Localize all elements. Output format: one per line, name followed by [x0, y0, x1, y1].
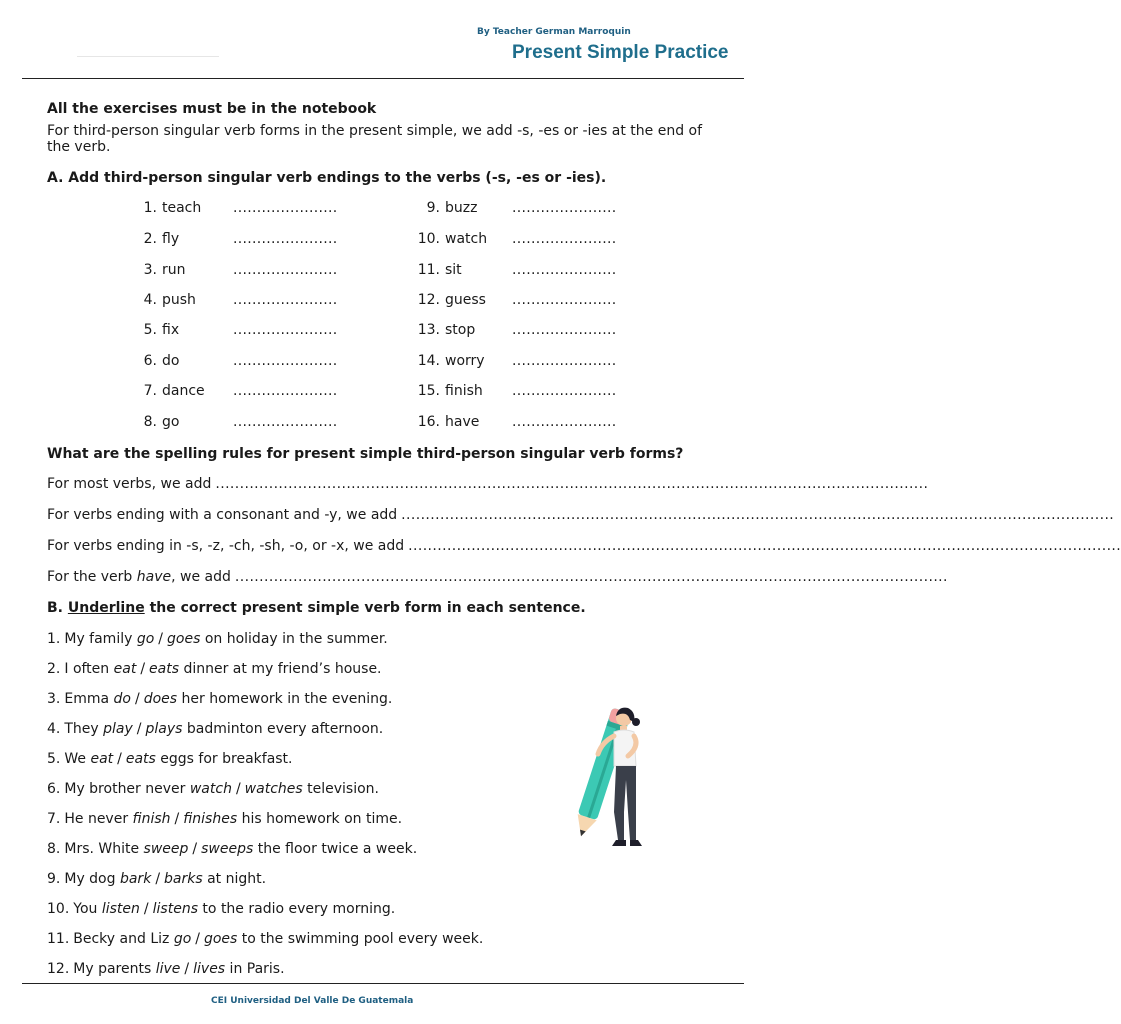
sentence-item [47, 721, 383, 737]
answer-blank[interactable]: ...................... [233, 322, 338, 338]
verb-option-a[interactable]: go [136, 631, 155, 647]
spelling-rule-line [47, 476, 929, 492]
verb-option-a[interactable]: live [155, 961, 181, 977]
sentence-end: on holiday in the summer. [200, 631, 388, 647]
sentence-start: They [64, 721, 104, 737]
verb-number: 16. [417, 414, 440, 430]
sentence-item [47, 811, 402, 827]
sentence-start: My parents [73, 961, 156, 977]
sentence-end: television. [302, 781, 379, 797]
option-separator: / [184, 961, 190, 977]
prompt-end: , we add [171, 569, 231, 585]
intro-explanation: For third-person singular verb forms in the present simple, we add -s, -es or -ies at the end of the verb. [47, 123, 703, 155]
verb-option-b[interactable]: barks [164, 871, 203, 887]
verb-item [131, 200, 201, 216]
sentence-start: My family [64, 631, 137, 647]
verb-option-a[interactable]: eat [113, 661, 137, 677]
verb-word: guess [445, 292, 486, 308]
verb-word: run [162, 262, 186, 278]
sentence-number: 9. [47, 871, 61, 887]
option-separator: / [155, 871, 161, 887]
section-b-heading [47, 600, 586, 617]
option-separator: / [143, 901, 149, 917]
sentence-end: her homework in the evening. [177, 691, 393, 707]
sentence-item [47, 781, 379, 797]
answer-blank[interactable]: ...................... [512, 383, 617, 399]
verb-word: stop [445, 322, 476, 338]
verb-option-a[interactable]: play [103, 721, 133, 737]
verb-option-b[interactable]: eats [149, 661, 180, 677]
answer-blank[interactable]: ...................... [512, 200, 617, 216]
verb-word: fly [162, 231, 180, 247]
verb-option-a[interactable]: go [173, 931, 192, 947]
spelling-rule-line [47, 538, 1121, 554]
verb-word: fix [162, 322, 180, 338]
answer-blank[interactable]: ................................................................................................................................................... [215, 476, 929, 492]
sentence-number: 3. [47, 691, 61, 707]
verb-item [414, 292, 486, 308]
option-separator: / [117, 751, 122, 767]
sentence-item [47, 631, 388, 647]
section-b-heading-rest: the correct present simple verb form in each sentence. [144, 600, 586, 616]
answer-blank[interactable]: ...................... [233, 231, 338, 247]
verb-number: 7. [143, 383, 157, 399]
sentence-item [47, 961, 285, 977]
verb-word: go [162, 414, 180, 430]
verb-word: sit [445, 262, 462, 278]
verb-word: teach [162, 200, 202, 216]
verb-option-b[interactable]: does [143, 691, 178, 707]
verb-item [414, 353, 485, 369]
sentence-number: 4. [47, 721, 61, 737]
verb-option-b[interactable]: goes [203, 931, 238, 947]
verb-option-a[interactable]: watch [189, 781, 232, 797]
verb-option-a[interactable]: eat [90, 751, 114, 767]
verb-item [131, 322, 179, 338]
verb-item [131, 353, 179, 369]
answer-blank[interactable]: ...................... [512, 322, 617, 338]
verb-number: 13. [417, 322, 440, 338]
section-b-prefix: B. [47, 600, 68, 616]
verb-item [414, 322, 475, 338]
header-rule [22, 78, 744, 79]
verb-option-b[interactable]: finishes [183, 811, 238, 827]
sentence-item [47, 661, 382, 677]
verb-number: 3. [143, 262, 157, 278]
verb-word: have [445, 414, 480, 430]
spelling-rule-prompt: For verbs ending with a consonant and -y, we add [47, 507, 398, 523]
sentence-start: We [64, 751, 91, 767]
verb-item [131, 262, 186, 278]
answer-blank[interactable]: ...................... [233, 262, 338, 278]
verb-item [131, 231, 179, 247]
verb-number: 6. [143, 353, 157, 369]
answer-blank[interactable]: ...................... [512, 353, 617, 369]
verb-option-b[interactable]: listens [152, 901, 198, 917]
sentence-item [47, 931, 483, 947]
sentence-end: in Paris. [225, 961, 285, 977]
option-separator: / [235, 781, 241, 797]
girl-holding-pencil-illustration [558, 700, 648, 855]
verb-item [131, 292, 196, 308]
sentence-end: eggs for breakfast. [155, 751, 293, 767]
answer-blank[interactable]: ................................................................................................................................................... [408, 538, 1121, 554]
answer-blank[interactable]: ...................... [512, 231, 617, 247]
verb-option-b[interactable]: lives [193, 961, 226, 977]
verb-option-a[interactable]: finish [132, 811, 171, 827]
verb-number: 11. [417, 262, 440, 278]
verb-number: 15. [417, 383, 440, 399]
option-separator: / [192, 841, 198, 857]
verb-option-a[interactable]: listen [101, 901, 140, 917]
answer-blank[interactable]: ...................... [512, 262, 617, 278]
notebook-instruction: All the exercises must be in the notebook [47, 101, 377, 117]
verb-word: dance [162, 383, 205, 399]
sentence-number: 12. [47, 961, 70, 977]
sentence-item [47, 841, 417, 857]
verb-item [414, 231, 487, 247]
sentence-start: Becky and Liz [73, 931, 174, 947]
sentence-end: at night. [202, 871, 267, 887]
sentence-number: 7. [47, 811, 61, 827]
verb-option-b[interactable]: goes [167, 631, 201, 647]
sentence-start: He never [64, 811, 133, 827]
option-separator: / [158, 631, 164, 647]
verb-item [414, 383, 483, 399]
verb-option-a[interactable]: do [113, 691, 131, 707]
answer-blank[interactable]: ...................... [512, 414, 617, 430]
verb-word: worry [445, 353, 485, 369]
page-title: Present Simple Practice [512, 42, 729, 63]
section-a-heading: A. Add third-person singular verb endings to the verbs (-s, -es or -ies). [47, 170, 607, 186]
answer-blank[interactable]: ...................... [233, 200, 338, 216]
verb-item [414, 200, 477, 216]
verb-word: watch [445, 231, 488, 247]
sentence-start: My brother never [64, 781, 190, 797]
spelling-rule-prompt [47, 569, 231, 585]
verb-option-b[interactable]: eats [125, 751, 156, 767]
prompt-start: For the verb [47, 569, 137, 585]
spelling-rule-prompt: For verbs ending in -s, -z, -ch, -sh, -o, or -x, we add [47, 538, 405, 554]
prompt-italic-verb: have [136, 569, 172, 585]
verb-number: 12. [417, 292, 440, 308]
spelling-rule-line [47, 507, 1115, 523]
sentence-end: dinner at my friend’s house. [179, 661, 382, 677]
verb-item [414, 262, 462, 278]
option-separator: / [140, 661, 146, 677]
answer-blank[interactable]: ...................... [512, 292, 617, 308]
answer-blank[interactable]: ...................... [233, 353, 338, 369]
sentence-number: 8. [47, 841, 61, 857]
verb-option-b[interactable]: plays [145, 721, 183, 737]
verb-item [131, 414, 179, 430]
spelling-rule-line [47, 569, 948, 585]
verb-option-b[interactable]: sweeps [201, 841, 254, 857]
option-separator: / [174, 811, 180, 827]
verb-word: do [162, 353, 180, 369]
verb-option-a[interactable]: bark [119, 871, 152, 887]
sentence-end: badminton every afternoon. [182, 721, 384, 737]
verb-number: 14. [417, 353, 440, 369]
verb-word: buzz [445, 200, 478, 216]
faint-divider [77, 56, 219, 57]
sentence-start: I often [64, 661, 114, 677]
sentence-end: the floor twice a week. [253, 841, 418, 857]
sentence-number: 6. [47, 781, 61, 797]
verb-number: 5. [143, 322, 157, 338]
option-separator: / [136, 721, 142, 737]
sentence-start: Mrs. White [64, 841, 144, 857]
sentence-number: 1. [47, 631, 61, 647]
verb-option-a[interactable]: sweep [143, 841, 189, 857]
option-separator: / [195, 931, 200, 947]
sentence-end: his homework on time. [237, 811, 403, 827]
spelling-rules-heading: What are the spelling rules for present simple third-person singular verb forms? [47, 446, 684, 462]
sentence-end: to the swimming pool every week. [237, 931, 484, 947]
answer-blank[interactable]: ................................................................................................................................................... [234, 569, 948, 585]
sentence-item [47, 751, 293, 767]
verb-word: finish [445, 383, 483, 399]
sentence-number: 11. [47, 931, 70, 947]
sentence-item [47, 901, 395, 917]
verb-word: push [162, 292, 196, 308]
answer-blank[interactable]: ...................... [233, 414, 338, 430]
verb-option-b[interactable]: watches [244, 781, 303, 797]
sentence-item [47, 871, 266, 887]
section-b-underline-word: Underline [67, 600, 145, 616]
verb-number: 10. [417, 231, 440, 247]
verb-number: 9. [426, 200, 440, 216]
answer-blank[interactable]: ................................................................................................................................................... [401, 507, 1115, 523]
sentence-end: to the radio every morning. [197, 901, 396, 917]
verb-number: 1. [143, 200, 157, 216]
sentence-number: 2. [47, 661, 61, 677]
sentence-number: 5. [47, 751, 61, 767]
spelling-rule-prompt: For most verbs, we add [47, 476, 212, 492]
author-byline: By Teacher German Marroquin [477, 27, 631, 37]
sentence-number: 10. [47, 901, 70, 917]
verb-number: 4. [143, 292, 157, 308]
sentence-item [47, 691, 392, 707]
verb-item [414, 414, 479, 430]
option-separator: / [134, 691, 140, 707]
sentence-start: You [73, 901, 102, 917]
verb-number: 2. [143, 231, 157, 247]
sentence-start: My dog [64, 871, 120, 887]
footer-rule [22, 983, 744, 984]
sentence-start: Emma [64, 691, 114, 707]
verb-number: 8. [143, 414, 157, 430]
answer-blank[interactable]: ...................... [233, 292, 338, 308]
verb-item [131, 383, 205, 399]
footer-institution: CEI Universidad Del Valle De Guatemala [211, 996, 414, 1006]
answer-blank[interactable]: ...................... [233, 383, 338, 399]
